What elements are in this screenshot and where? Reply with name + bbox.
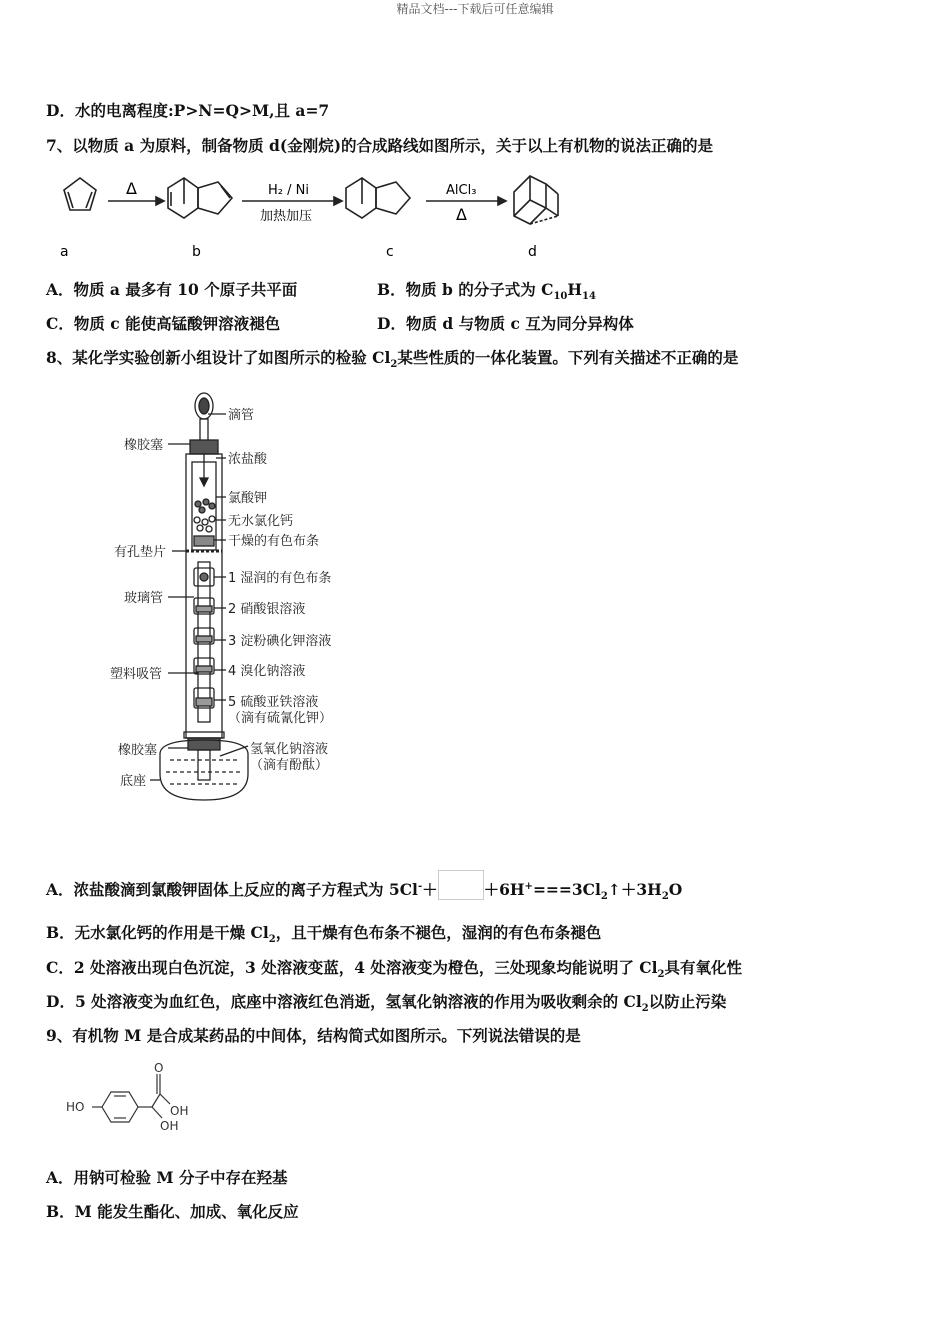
q7-option-c: C．物质 c 能使高锰酸钾溶液褪色 <box>46 314 281 333</box>
q7-option-a: A．物质 a 最多有 10 个原子共平面 <box>46 280 298 299</box>
apparatus-label-nabr: 4 溴化钠溶液 <box>228 664 306 679</box>
q7-label-b: b <box>192 244 201 260</box>
q9-label-oh1: OH <box>170 1104 189 1118</box>
q7-arrow3-top: AlCl₃ <box>446 183 477 198</box>
q9-stem: 9、有机物 M 是合成某药品的中间体，结构简式如图所示。下列说法错误的是 <box>46 1026 581 1045</box>
q7-label-d: d <box>528 244 537 260</box>
q8-stem: 8、某化学实验创新小组设计了如图所示的检验 $Cl_2$某些性质的一体化装置。下列有关描述不正确的是 <box>46 348 739 371</box>
apparatus-label-plastic-straw: 塑料吸管 <box>110 667 163 682</box>
q7-label-a: a <box>60 244 69 260</box>
q8-option-c: C．2 处溶液出现白色沉淀，3 处溶液变蓝，4 处溶液变为橙色，三处现象均能说明了 $Cl_2$具有氧化性 <box>46 958 742 981</box>
q8-option-b: B．无水氯化钙的作用是干燥 $Cl_2$，且干燥有色布条不褪色，湿润的有色布条褪色 <box>46 923 602 946</box>
q7-arrow1-label: Δ <box>126 179 137 198</box>
q7-stem: 7、以物质 a 为原料，制备物质 d(金刚烷)的合成路线如图所示，关于以上有机物的说法正确的是 <box>46 136 714 155</box>
apparatus-label-perforated-pad: 有孔垫片 <box>114 545 167 560</box>
apparatus-label-stopper-bottom: 橡胶塞 <box>118 743 158 758</box>
apparatus-label-dropper: 滴管 <box>228 408 255 423</box>
apparatus-label-glass-tube: 玻璃管 <box>124 591 164 606</box>
q8-option-d: D．5 处溶液变为血红色，底座中溶液红色消逝，氢氧化钠溶液的作用为吸收剩余的 $Cl_2$以防止污染 <box>46 992 727 1015</box>
q7-reaction-scheme <box>46 168 586 264</box>
apparatus-label-wet-cloth: 1 湿润的有色布条 <box>228 571 332 586</box>
apparatus-label-agno3: 2 硝酸银溶液 <box>228 602 306 617</box>
q6-option-d: D．水的电离程度:P>N=Q>M,且 a=7 <box>46 101 330 120</box>
broken-image-icon <box>438 870 484 900</box>
q7-arrow3-bottom: Δ <box>456 205 467 224</box>
q8-apparatus-diagram <box>100 388 360 818</box>
apparatus-label-base: 底座 <box>120 774 147 789</box>
q9-label-oh2: OH <box>160 1119 179 1133</box>
q9-label-o: O <box>154 1061 164 1075</box>
apparatus-label-kclo3: 氯酸钾 <box>228 491 268 506</box>
q9-label-ho: HO <box>66 1100 85 1114</box>
apparatus-label-kscn: （滴有硫氰化钾） <box>228 711 333 726</box>
page-header: 精品文档---下载后可任意编辑 <box>396 2 554 16</box>
q9-structure-diagram <box>62 1060 212 1140</box>
q7-label-c: c <box>386 244 394 260</box>
q7-option-b: B．物质 b 的分子式为 $C_{10}H_{14}$ <box>377 280 596 303</box>
apparatus-label-conc-hcl: 浓盐酸 <box>228 452 268 467</box>
q9-option-b: B．M 能发生酯化、加成、氧化反应 <box>46 1202 299 1221</box>
apparatus-label-dry-cloth: 干燥的有色布条 <box>228 534 320 549</box>
q8-option-a: A．浓盐酸滴到氯酸钾固体上反应的离子方程式为 $5Cl^-+ +6H^+===3Cl_2↑+3H_2O$ <box>46 876 682 907</box>
apparatus-label-naoh: 氢氧化钠溶液 <box>250 742 329 757</box>
q7-arrow2-top: H₂ / Ni <box>268 183 309 198</box>
apparatus-label-phenolphthalein: （滴有酚酞） <box>250 758 329 773</box>
apparatus-label-ki-starch: 3 淀粉碘化钾溶液 <box>228 634 332 649</box>
apparatus-label-cacl2: 无水氯化钙 <box>228 514 294 529</box>
apparatus-label-stopper-top: 橡胶塞 <box>124 438 164 453</box>
q9-option-a: A．用钠可检验 M 分子中存在羟基 <box>46 1168 288 1187</box>
q7-arrow2-bottom: 加热加压 <box>260 209 313 224</box>
apparatus-label-feso4: 5 硫酸亚铁溶液 <box>228 695 319 710</box>
q7-option-d: D．物质 d 与物质 c 互为同分异构体 <box>377 314 634 333</box>
